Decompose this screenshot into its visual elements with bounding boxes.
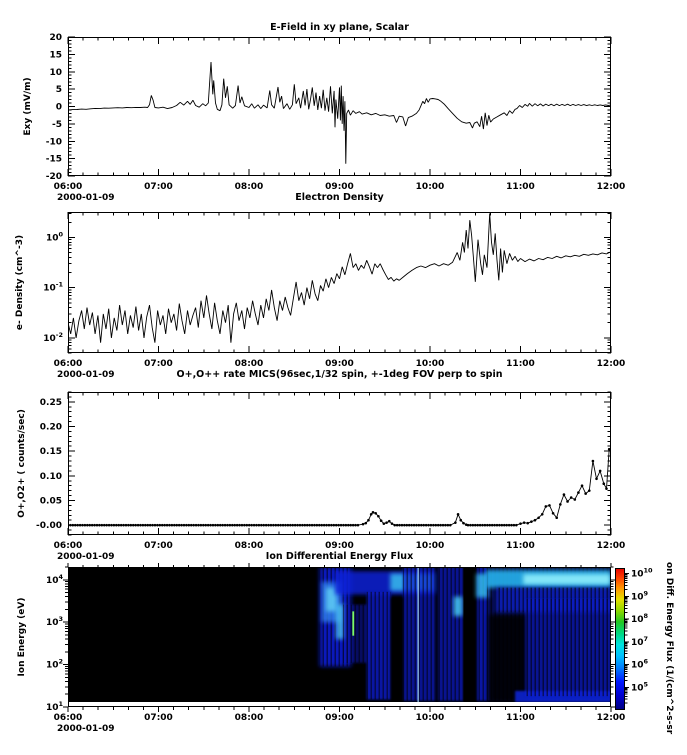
data-marker [233,524,236,527]
data-marker [526,522,529,525]
data-marker [246,524,249,527]
data-marker [393,524,396,527]
data-marker [345,524,348,527]
data-marker [574,498,577,501]
efield-title: E-Field in xy plane, Scalar [270,22,409,33]
data-marker [197,524,200,527]
data-marker [320,524,323,527]
x-tick-label: 10:00 [415,541,445,551]
data-marker [328,524,331,527]
date-label: 2000-01-09 [57,552,115,562]
x-tick-label: 10:00 [415,359,445,369]
efield-frame [69,38,611,176]
colorbar-tick-label: $10^8$ [631,612,649,626]
data-marker [277,524,280,527]
data-marker [588,489,591,492]
data-marker [183,524,186,527]
flux-feature [523,574,610,584]
data-marker [178,524,181,527]
x-tick-label: 11:00 [506,713,535,723]
flux-feature [352,611,354,635]
data-marker [325,524,328,527]
data-marker [204,524,207,527]
data-marker [122,524,125,527]
data-marker [137,524,140,527]
data-marker [221,524,224,527]
data-marker [93,524,96,527]
date-label: 2000-01-09 [57,193,115,203]
data-marker [113,524,116,527]
data-marker [442,524,445,527]
data-marker [405,524,408,527]
data-marker [161,524,164,527]
data-marker [146,524,149,527]
data-marker [493,524,496,527]
flux-feature [391,598,403,703]
data-marker [282,524,285,527]
data-marker [510,524,513,527]
data-marker [132,524,135,527]
x-tick-label: 06:00 [53,182,83,192]
data-marker [79,524,82,527]
data-marker [275,524,278,527]
data-marker [284,524,287,527]
efield-ticks [68,37,611,176]
data-marker [523,521,526,524]
y-tick-label: 0.15 [39,447,62,458]
y-tick-label: $10^4$ [45,572,63,586]
data-marker [476,524,479,527]
data-marker [209,524,212,527]
x-tick-label: 08:00 [234,541,264,551]
y-tick-label: 0.05 [39,496,62,507]
data-marker [408,524,411,527]
data-marker [207,524,210,527]
data-marker [202,524,205,527]
y-tick-label: -10 [45,137,62,148]
data-marker [291,524,294,527]
mics-panel [17,369,625,562]
data-marker [180,524,183,527]
data-marker [454,521,457,524]
data-marker [437,524,440,527]
x-tick-label: 08:00 [234,359,264,369]
data-marker [595,477,598,480]
data-marker [185,524,188,527]
data-marker [294,524,297,527]
data-marker [577,491,580,494]
colorbar-gradient [615,568,625,710]
data-marker [420,524,423,527]
colorbar-title: on Diff. Energy Flux (1/(cm^2-s-sr [664,562,674,735]
data-marker [226,524,229,527]
spectrogram-panel [17,551,625,734]
data-marker [354,524,357,527]
data-marker [76,524,79,527]
data-marker [383,522,386,525]
data-marker [262,524,265,527]
y-tick-label: 0.25 [39,397,62,408]
data-marker [265,524,268,527]
flux-feature [489,615,527,702]
data-marker [377,515,380,518]
data-marker [120,524,123,527]
data-marker [108,524,111,527]
data-marker [488,524,491,527]
data-marker [398,524,401,527]
data-marker [110,524,113,527]
density-ylabel: e- Density (cm^-3) [15,234,25,331]
data-marker [212,524,215,527]
data-marker [362,523,365,526]
data-marker [231,524,234,527]
colorbar-tick-label: $10^6$ [631,657,649,671]
data-marker [364,522,367,525]
data-marker [519,522,522,525]
x-tick-label: 07:00 [144,182,173,192]
data-marker [370,513,373,516]
x-tick-label: 06:00 [53,359,83,369]
flux-feature [463,567,477,702]
data-marker [296,524,299,527]
data-marker [555,516,558,519]
data-marker [163,524,166,527]
data-marker [491,524,494,527]
data-marker [422,524,425,527]
data-marker [168,524,171,527]
data-marker [496,524,499,527]
mics-ticks [68,392,611,535]
data-marker [134,524,137,527]
x-tick-label: 09:00 [325,359,354,369]
data-marker [214,524,217,527]
data-marker [545,505,548,508]
colorbar-tick-label: $10^{10}$ [631,566,653,580]
data-marker [270,524,273,527]
mics-frame [69,393,611,535]
data-marker [86,524,89,527]
data-marker [229,524,232,527]
density-ticks [68,212,611,353]
data-marker [335,524,338,527]
data-marker [508,524,511,527]
data-marker [192,524,195,527]
x-tick-label: 09:00 [325,541,354,551]
data-marker [563,493,566,496]
x-tick-label: 12:00 [596,359,626,369]
data-marker [279,524,282,527]
data-marker [103,524,106,527]
data-marker [306,524,309,527]
y-tick-label: $10^2$ [45,657,63,671]
data-marker [130,524,133,527]
data-marker [599,470,602,473]
data-marker [570,496,573,499]
data-marker [166,524,169,527]
data-marker [323,524,326,527]
data-marker [462,522,465,525]
data-marker [267,524,270,527]
data-marker [258,524,261,527]
data-marker [469,524,472,527]
data-marker [91,524,94,527]
data-marker [388,520,391,523]
data-marker [444,524,447,527]
data-marker [530,520,533,523]
data-marker [88,524,91,527]
data-marker [311,524,314,527]
data-marker [105,524,108,527]
data-marker [156,524,159,527]
x-tick-label: 10:00 [415,713,445,723]
data-marker [367,519,370,522]
data-marker [505,524,508,527]
y-tick-label: 5 [55,85,62,96]
x-tick-label: 12:00 [596,182,626,192]
data-marker [503,524,506,527]
data-marker [447,524,450,527]
data-marker [418,524,421,527]
data-marker [349,524,352,527]
data-marker [467,524,470,527]
data-marker [396,524,399,527]
y-tick-label: 10 [49,67,62,78]
colorbar-tick-label: $10^5$ [631,680,649,694]
data-marker [318,524,321,527]
data-marker [391,522,394,525]
data-marker [548,504,551,507]
data-marker [427,524,430,527]
y-tick-label: $10^{-1}$ [43,280,63,294]
data-marker [154,524,157,527]
data-marker [498,524,501,527]
data-marker [457,513,460,516]
data-marker [581,484,584,487]
x-tick-label: 11:00 [506,359,535,369]
data-marker [486,524,489,527]
y-tick-label: -0.00 [36,521,62,532]
y-tick-label: 0.10 [39,471,62,482]
data-marker [260,524,263,527]
data-marker [115,524,118,527]
data-marker [238,524,241,527]
data-marker [337,524,340,527]
data-marker [98,524,101,527]
data-marker [413,524,416,527]
data-marker [380,519,383,522]
data-marker [96,524,99,527]
efield-ylabel: Exy (mV/m) [23,77,33,136]
data-marker [144,524,147,527]
x-tick-label: 10:00 [415,182,445,192]
data-marker [313,524,316,527]
data-marker [385,521,388,524]
data-marker [125,524,128,527]
data-marker [430,524,433,527]
spectrogram-image [68,567,611,707]
data-marker [501,524,504,527]
x-tick-label: 06:00 [53,713,83,723]
data-marker [272,524,275,527]
data-marker [541,513,544,516]
data-marker [459,519,462,522]
flux-feature [454,597,463,616]
data-marker [299,524,302,527]
data-marker [304,524,307,527]
colorbar-tick-label: $10^7$ [631,634,649,648]
efield-series [68,62,611,164]
y-tick-label: $10^3$ [45,615,63,629]
data-marker [410,524,413,527]
data-marker [439,524,442,527]
data-marker [253,524,256,527]
y-tick-label: $10^{-2}$ [43,330,63,344]
data-marker [552,512,555,515]
data-marker [415,524,418,527]
data-marker [403,524,406,527]
date-label: 2000-01-09 [57,370,115,380]
data-marker [151,524,154,527]
data-marker [352,524,355,527]
y-tick-label: 0.20 [39,422,62,433]
data-marker [342,524,345,527]
x-tick-label: 09:00 [325,713,354,723]
y-tick-label: -5 [52,119,62,130]
data-marker [224,524,227,527]
data-marker [432,524,435,527]
data-marker [84,524,87,527]
data-marker [127,524,130,527]
data-marker [255,524,258,527]
y-tick-label: 0 [55,102,62,113]
x-tick-label: 07:00 [144,713,173,723]
y-tick-label: $10^0$ [45,230,63,244]
data-marker [250,524,253,527]
data-marker [219,524,222,527]
date-label: 2000-01-09 [57,724,115,734]
density-title: Electron Density [295,192,384,203]
x-tick-label: 09:00 [325,182,354,192]
data-marker [217,524,220,527]
data-marker [449,524,452,527]
data-marker [472,524,475,527]
data-marker [481,524,484,527]
mics-title: O+,O++ rate MICS(96sec,1/32 spin, +-1deg FOV perp to spin [176,369,503,380]
data-marker [484,524,487,527]
density-frame [69,213,611,353]
spectrogram-ylabel: Ion Energy (eV) [17,597,27,677]
x-tick-label: 07:00 [144,359,173,369]
data-marker [434,524,437,527]
colorbar-tick-label: $10^9$ [631,589,649,603]
data-marker [566,500,569,503]
data-marker [289,524,292,527]
x-tick-label: 11:00 [506,541,535,551]
data-marker [479,524,482,527]
colorbar [615,562,674,735]
data-marker [236,524,239,527]
data-marker [534,519,537,522]
x-tick-label: 06:00 [53,541,83,551]
data-marker [330,524,333,527]
y-tick-label: 20 [49,33,62,43]
data-marker [474,524,477,527]
x-tick-label: 12:00 [596,541,626,551]
x-tick-label: 12:00 [596,713,626,723]
data-marker [200,524,203,527]
x-tick-label: 08:00 [234,182,264,192]
data-marker [537,516,540,519]
spectrogram-title: Ion Differential Energy Flux [265,551,414,562]
flux-feature [418,567,419,702]
data-marker [190,524,193,527]
data-marker [401,524,404,527]
efield-panel [23,22,625,203]
x-tick-label: 08:00 [234,713,264,723]
data-marker [149,524,152,527]
data-marker [243,524,246,527]
data-marker [340,524,343,527]
data-marker [195,524,198,527]
y-tick-label: $10^1$ [45,700,63,713]
mics-series [67,448,611,527]
x-tick-label: 11:00 [506,182,535,192]
data-marker [374,512,377,515]
data-marker [188,524,191,527]
data-marker [301,524,304,527]
data-marker [101,524,104,527]
data-marker [173,524,176,527]
data-marker [175,524,178,527]
data-marker [117,524,120,527]
mics-ylabel: O+,O2+ ( counts/sec) [17,409,27,518]
y-tick-label: -15 [45,154,62,165]
data-marker [559,503,562,506]
data-marker [425,524,428,527]
y-tick-label: 15 [49,50,62,61]
data-marker [584,492,587,495]
x-tick-label: 07:00 [144,541,173,551]
data-marker [347,524,350,527]
data-marker [171,524,174,527]
density-panel [15,192,625,380]
data-marker [357,524,360,527]
density-series [68,213,611,342]
data-marker [139,524,142,527]
data-marker [241,524,244,527]
data-marker [515,524,518,527]
data-marker [592,460,595,463]
data-marker [602,482,605,485]
data-marker [287,524,290,527]
data-marker [513,524,516,527]
data-marker [308,524,311,527]
data-marker [316,524,319,527]
data-marker [332,524,335,527]
data-marker [372,511,375,514]
data-marker [605,487,608,490]
y-tick-label: -20 [45,172,62,182]
data-marker [159,524,162,527]
data-marker [142,524,145,527]
data-marker [81,524,84,527]
data-marker [248,524,251,527]
